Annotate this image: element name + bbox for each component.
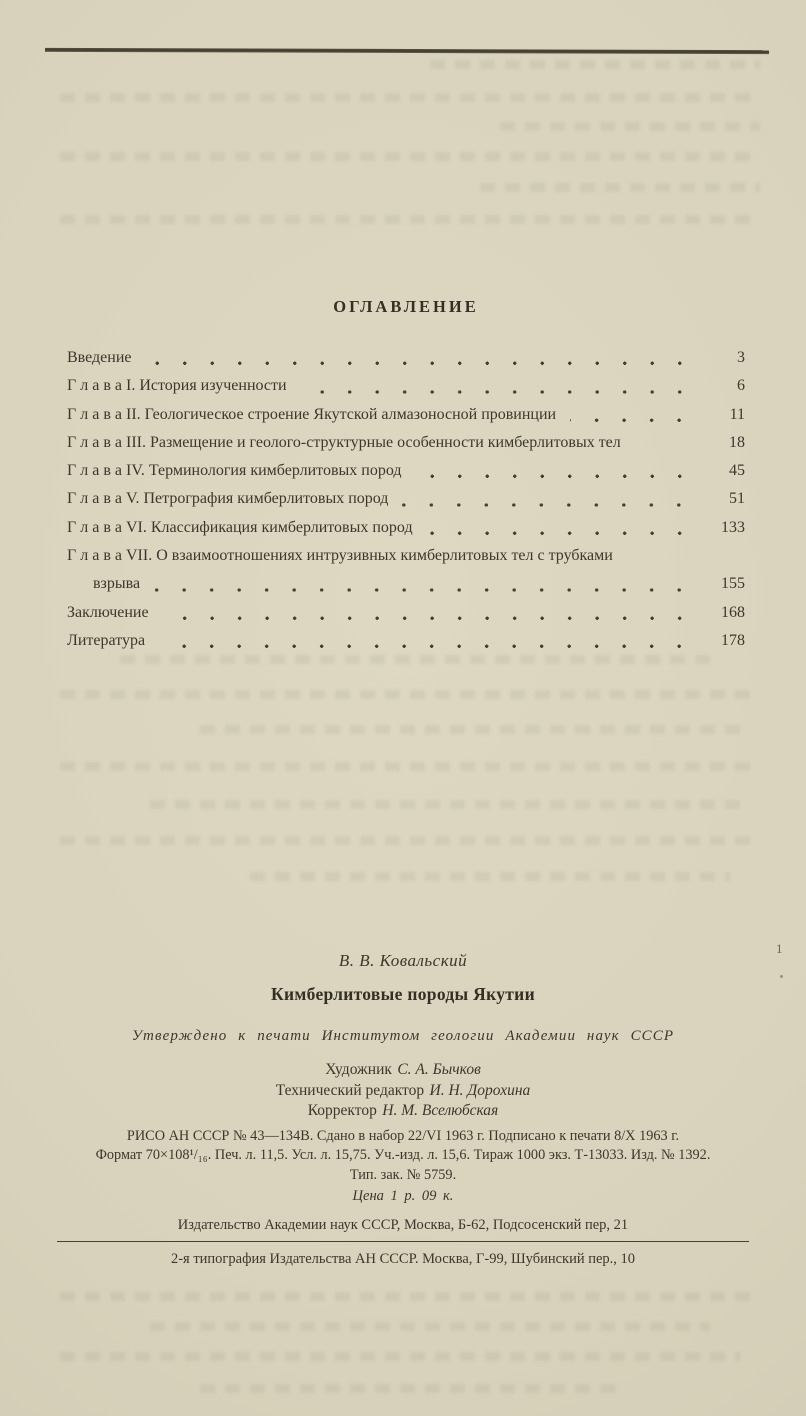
toc-entry xyxy=(67,485,745,513)
showthrough-artifact xyxy=(60,152,750,161)
credit-name: И. Н. Дорохина xyxy=(429,1081,531,1099)
author-name: В. В. Ковальский xyxy=(338,951,468,970)
printer-line: 2-я типография Издательства АН СССР. Москва, Г-99, Шубинский пер., 10 xyxy=(170,1251,636,1267)
colophon xyxy=(57,951,749,1268)
credit-role: Технический редактор xyxy=(275,1081,425,1099)
toc-entry-page: 51 xyxy=(729,490,745,508)
dot-leader xyxy=(154,570,693,598)
credit-role: Корректор xyxy=(307,1102,377,1119)
toc-entry-page: 45 xyxy=(729,462,745,480)
publisher-line: Издательство Академии наук СССР, Москва, Б-62, Подсосенский пер, 21 xyxy=(177,1217,629,1233)
showthrough-artifact xyxy=(60,836,760,845)
showthrough-artifact xyxy=(200,725,740,734)
credit-line xyxy=(57,1081,749,1102)
dot-leader xyxy=(146,344,694,372)
showthrough-artifact xyxy=(120,655,720,664)
credit-line xyxy=(57,1060,749,1081)
marginal-mark: 1 xyxy=(776,941,783,956)
dot-leader xyxy=(625,429,701,457)
dot-leader xyxy=(159,627,693,655)
approval-line: Утверждено к печати Институтом геологии Академии наук СССР xyxy=(131,1028,675,1044)
toc-entry-label: Г л а в а III. Размещение и геолого-структурные особенности кимберлитовых тел xyxy=(67,433,621,451)
toc-entry xyxy=(67,627,745,655)
credit-line xyxy=(57,1101,749,1122)
showthrough-artifact xyxy=(60,215,760,224)
toc-entry xyxy=(67,599,745,627)
showthrough-artifact xyxy=(200,1384,620,1393)
toc-entry-label: Заключение xyxy=(67,603,149,621)
showthrough-artifact xyxy=(500,122,760,131)
toc-entry-page: 168 xyxy=(721,603,745,621)
toc-entry-page: 3 xyxy=(737,349,745,366)
credit-name: С. А. Бычков xyxy=(397,1061,481,1078)
showthrough-artifact xyxy=(60,1352,740,1361)
toc-entry xyxy=(67,542,745,570)
showthrough-artifact xyxy=(60,762,750,771)
toc-entry xyxy=(67,372,745,400)
toc-entry-page: 6 xyxy=(737,377,745,395)
toc-entry-label: Г л а в а V. Петрография кимберлитовых пород xyxy=(67,490,389,508)
showthrough-artifact xyxy=(150,1322,710,1331)
credit-name: Н. М. Вселюбская xyxy=(382,1102,499,1119)
toc-entry-page: 133 xyxy=(721,518,745,536)
toc-title: ОГЛАВЛЕНИЕ xyxy=(333,297,479,316)
toc-entry-label: Г л а в а VI. Классификация кимберлитовых пород xyxy=(67,518,413,536)
price-line: Цена 1 р. 09 к. xyxy=(352,1188,454,1204)
toc-entry-label: взрыва xyxy=(93,575,141,593)
showthrough-artifact xyxy=(60,93,760,102)
toc-entry xyxy=(67,344,745,372)
toc-entry-continuation xyxy=(67,570,745,598)
showthrough-artifact xyxy=(480,183,760,192)
dot-leader xyxy=(416,457,694,485)
toc-entry-label: Г л а в а IV. Терминология кимберлитовых пород xyxy=(67,462,402,480)
dot-leader xyxy=(301,372,693,400)
toc-entry-page: 11 xyxy=(729,405,745,423)
toc-entry-label: Г л а в а I. История изученности xyxy=(67,377,287,395)
toc-entry xyxy=(67,401,745,429)
dot-leader xyxy=(163,599,693,627)
toc-entry-page: 18 xyxy=(729,433,745,451)
toc-entry-label: Г л а в а II. Геологическое строение Якутской алмазоносной провинции xyxy=(67,405,557,423)
toc-entry-label: Г л а в а VII. О взаимоотношениях интрузивных кимберлитовых тел с трубками xyxy=(67,547,613,565)
imprint-line: Формат 70×108¹/₁₆. Печ. л. 11,5. Усл. л. 15,75. Уч.-изд. л. 15,6. Тираж 1000 экз. Т-13033. Изд. № 1392. xyxy=(95,1147,711,1163)
toc-entry xyxy=(67,514,745,542)
dot-leader xyxy=(570,401,693,429)
marginal-dot-artifact xyxy=(780,975,783,978)
imprint-line: РИСО АН СССР № 43—134В. Сдано в набор 22/VI 1963 г. Подписано к печати 8/X 1963 г. xyxy=(126,1127,680,1144)
showthrough-artifact xyxy=(60,1292,760,1301)
toc-entry-page: 155 xyxy=(721,575,745,593)
showthrough-artifact xyxy=(430,60,760,69)
showthrough-artifact xyxy=(150,800,750,809)
table-of-contents xyxy=(67,297,745,655)
imprint-line: Тип. зак. № 5759. xyxy=(349,1166,457,1183)
page-top-rule xyxy=(45,48,769,54)
book-title: Кимберлитовые породы Якутии xyxy=(271,984,535,1004)
imprint-block xyxy=(57,1127,749,1186)
toc-entry-label: Литература xyxy=(67,631,146,649)
showthrough-artifact xyxy=(60,690,760,699)
credit-role: Художник xyxy=(325,1061,392,1078)
dot-leader xyxy=(402,485,693,513)
colophon-divider-rule xyxy=(57,1241,749,1242)
toc-entry-page: 178 xyxy=(721,631,745,649)
toc-entry-label: Введение xyxy=(67,349,132,366)
dot-leader xyxy=(427,514,693,542)
toc-entry xyxy=(67,457,745,485)
toc-entry xyxy=(67,429,745,457)
showthrough-artifact xyxy=(250,872,730,881)
